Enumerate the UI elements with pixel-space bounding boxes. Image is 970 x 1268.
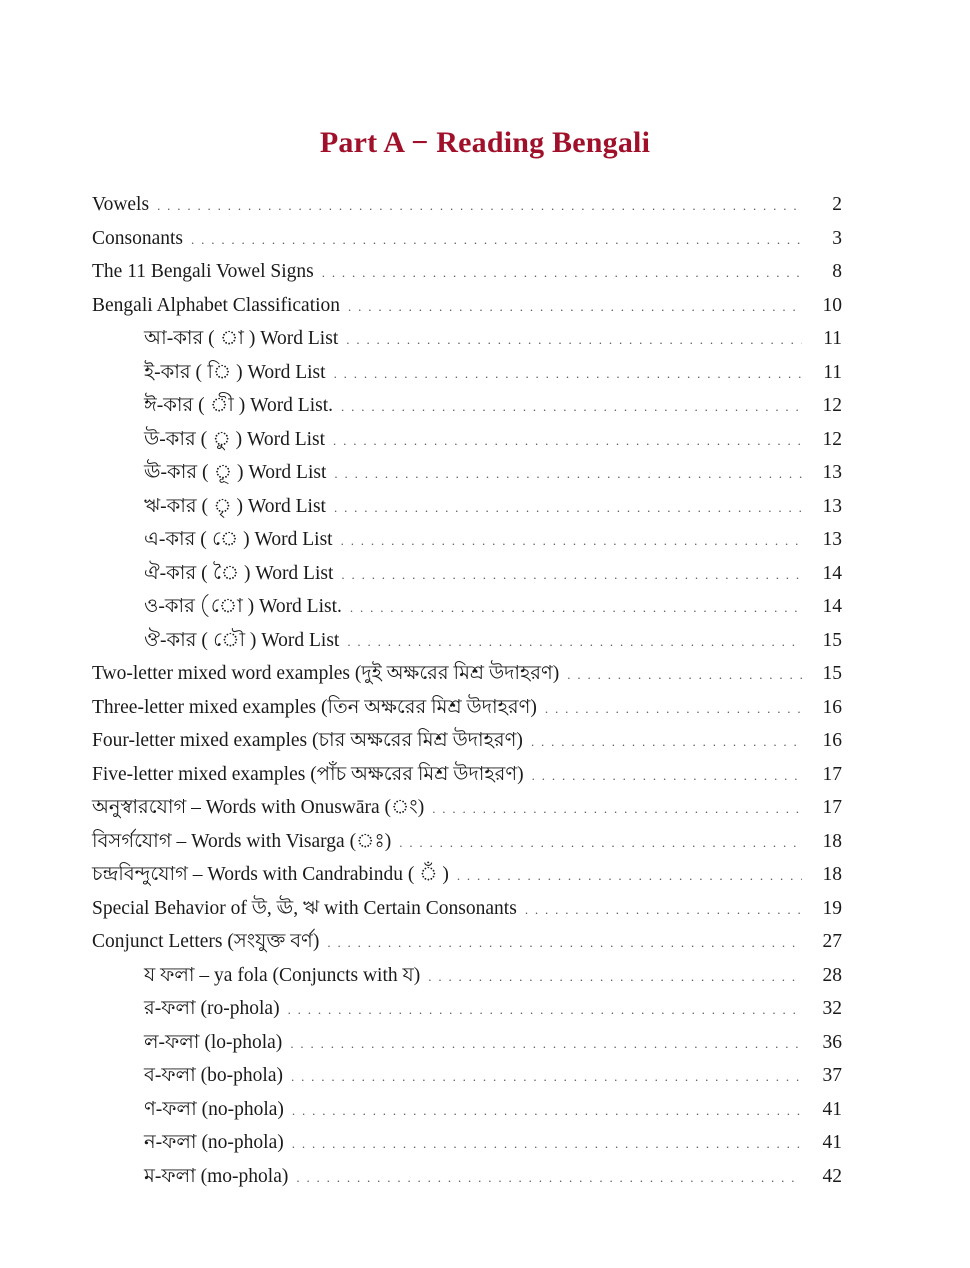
toc-entry[interactable]: [92, 523, 842, 557]
toc-dot-leader: [567, 658, 802, 692]
toc-entry-label: র-ফলা (ro-phola): [144, 998, 280, 1019]
toc-dot-leader: [428, 960, 802, 994]
toc-page-number: 11: [823, 361, 842, 383]
toc-page-number: 17: [822, 763, 842, 785]
table-of-contents: [92, 188, 842, 1193]
toc-page-number: 18: [822, 864, 842, 885]
toc-entry-label: Bengali Alphabet Classification: [92, 294, 341, 316]
toc-dot-leader: [525, 893, 802, 927]
toc-page-number: 3: [832, 227, 842, 249]
toc-entry-label: অনুস্বারযোগ – Words with Onuswāra (ং): [92, 797, 425, 818]
toc-dot-leader: [532, 759, 802, 793]
toc-page-number: 19: [822, 897, 842, 919]
toc-page-number: 14: [822, 562, 842, 584]
toc-entry-label: য ফলা – ya fola (Conjuncts with য): [144, 964, 421, 986]
toc-page-number: 15: [822, 629, 842, 651]
toc-entry[interactable]: [92, 590, 842, 624]
toc-page-number: 15: [822, 663, 842, 684]
toc-dot-leader: [291, 1060, 802, 1094]
toc-page-number: 27: [822, 931, 842, 952]
toc-entry-label: ঐ-কার ( ৈ ) Word List: [144, 562, 334, 584]
toc-entry[interactable]: [92, 456, 842, 490]
toc-entry[interactable]: [92, 1126, 842, 1160]
toc-entry[interactable]: [92, 892, 842, 926]
toc-entry[interactable]: [92, 1160, 842, 1194]
toc-dot-leader: [327, 926, 802, 960]
toc-dot-leader: [346, 323, 802, 357]
toc-entry[interactable]: [92, 992, 842, 1026]
toc-page-number: 16: [822, 696, 842, 718]
toc-entry-label: ঈ-কার ( ী ) Word List.: [144, 395, 334, 416]
toc-entry-label: ব-ফলা (bo-phola): [144, 1065, 283, 1086]
toc-page-number: 41: [822, 1098, 842, 1120]
toc-entry-label: বিসর্গযোগ – Words with Visarga (ঃ): [92, 830, 392, 852]
toc-entry-label: ঔ-কার ( ৌ ) Word List: [144, 629, 340, 651]
toc-entry-label: Two-letter mixed word examples (দুই অক্ষরের মিশ্র উদাহরণ): [92, 663, 560, 684]
toc-entry[interactable]: [92, 188, 842, 222]
toc-page-number: 12: [822, 428, 842, 450]
toc-entry-label: উ-কার ( ু ) Word List: [144, 428, 326, 450]
toc-entry-label: চন্দ্রবিন্দুযোগ – Words with Candrabindu ( ঁ ): [92, 864, 449, 885]
toc-page-number: 18: [822, 830, 842, 852]
toc-page-number: 14: [822, 596, 842, 617]
toc-entry[interactable]: [92, 557, 842, 591]
toc-entry-label: Special Behavior of উ, ঊ, ঋ with Certain Consonants: [92, 897, 517, 919]
toc-page-number: 10: [822, 294, 842, 316]
toc-dot-leader: [322, 256, 802, 290]
toc-entry-label: ল-ফলা (lo-phola): [144, 1031, 283, 1053]
toc-entry[interactable]: [92, 1059, 842, 1093]
toc-page-number: 37: [822, 1065, 842, 1086]
toc-page-number: 13: [822, 529, 842, 550]
toc-entry[interactable]: [92, 1093, 842, 1127]
toc-entry-label: ঊ-কার ( ূ ) Word List: [144, 462, 327, 483]
toc-dot-leader: [348, 290, 802, 324]
toc-page-number: 8: [832, 261, 842, 282]
toc-entry[interactable]: [92, 791, 842, 825]
toc-page-number: 42: [822, 1165, 842, 1187]
toc-entry-label: ম-ফলা (mo-phola): [144, 1165, 289, 1187]
toc-page-number: 36: [822, 1031, 842, 1053]
toc-page-number: 13: [822, 495, 842, 517]
toc-entry-label: ঋ-কার ( ৃ ) Word List: [144, 495, 326, 517]
toc-entry-label: ই-কার ( ি ) Word List: [144, 361, 326, 383]
toc-entry-label: Five-letter mixed examples (পাঁচ অক্ষরের মিশ্র উদাহরণ): [92, 763, 524, 785]
toc-entry[interactable]: [92, 925, 842, 959]
toc-entry[interactable]: [92, 289, 842, 323]
toc-entry[interactable]: [92, 657, 842, 691]
toc-entry-label: ণ-ফলা (no-phola): [144, 1098, 284, 1120]
toc-entry-label: Four-letter mixed examples (চার অক্ষরের মিশ্র উদাহরণ): [92, 730, 523, 751]
toc-entry[interactable]: [92, 959, 842, 993]
toc-dot-leader: [341, 524, 802, 558]
toc-entry-label: Conjunct Letters (সংযুক্ত বর্ণ): [92, 931, 320, 952]
page-title: Part A − Reading Bengali: [319, 126, 651, 159]
toc-dot-leader: [191, 223, 802, 257]
toc-dot-leader: [457, 859, 802, 893]
toc-page-number: 41: [822, 1132, 842, 1153]
toc-dot-leader: [399, 826, 802, 860]
toc-dot-leader: [296, 1161, 802, 1195]
toc-page-number: 17: [822, 797, 842, 818]
toc-dot-leader: [347, 625, 802, 659]
toc-page-number: 2: [832, 194, 842, 215]
toc-dot-leader: [288, 993, 802, 1027]
toc-entry[interactable]: [92, 825, 842, 859]
toc-entry[interactable]: [92, 222, 842, 256]
toc-entry[interactable]: [92, 423, 842, 457]
toc-entry-label: Vowels: [92, 194, 150, 215]
toc-dot-leader: [334, 357, 802, 391]
toc-dot-leader: [290, 1027, 802, 1061]
toc-entry-label: এ-কার ( ে ) Word List: [144, 529, 333, 550]
toc-dot-leader: [292, 1094, 802, 1128]
toc-page-number: 32: [822, 998, 842, 1019]
toc-page-number: 13: [822, 462, 842, 483]
toc-dot-leader: [334, 457, 802, 491]
toc-page-number: 11: [823, 328, 842, 349]
toc-entry[interactable]: [92, 758, 842, 792]
toc-entry-label: ন-ফলা (no-phola): [144, 1132, 284, 1153]
toc-entry[interactable]: [92, 1026, 842, 1060]
toc-dot-leader: [341, 558, 802, 592]
toc-entry[interactable]: [92, 322, 842, 356]
toc-page-number: 12: [822, 395, 842, 416]
toc-entry[interactable]: [92, 255, 842, 289]
toc-entry-label: Three-letter mixed examples (তিন অক্ষরের মিশ্র উদাহরণ): [92, 696, 537, 718]
toc-page-number: 16: [822, 730, 842, 751]
toc-entry[interactable]: [92, 691, 842, 725]
toc-dot-leader: [341, 390, 802, 424]
toc-entry-label: Consonants: [92, 227, 184, 249]
toc-entry-label: The 11 Bengali Vowel Signs: [92, 261, 314, 282]
toc-dot-leader: [334, 491, 802, 525]
toc-entry[interactable]: [92, 490, 842, 524]
toc-dot-leader: [157, 189, 802, 223]
toc-entry[interactable]: [92, 858, 842, 892]
toc-dot-leader: [545, 692, 802, 726]
toc-dot-leader: [333, 424, 802, 458]
toc-dot-leader: [531, 725, 802, 759]
toc-dot-leader: [432, 792, 802, 826]
toc-entry[interactable]: [92, 624, 842, 658]
toc-entry-label: আ-কার ( া ) Word List: [144, 328, 339, 349]
toc-dot-leader: [350, 591, 802, 625]
toc-entry[interactable]: [92, 389, 842, 423]
toc-page-number: 28: [822, 964, 842, 986]
toc-entry[interactable]: [92, 724, 842, 758]
toc-dot-leader: [292, 1127, 802, 1161]
toc-entry[interactable]: [92, 356, 842, 390]
toc-entry-label: ও-কার (ো ) Word List.: [144, 596, 342, 617]
